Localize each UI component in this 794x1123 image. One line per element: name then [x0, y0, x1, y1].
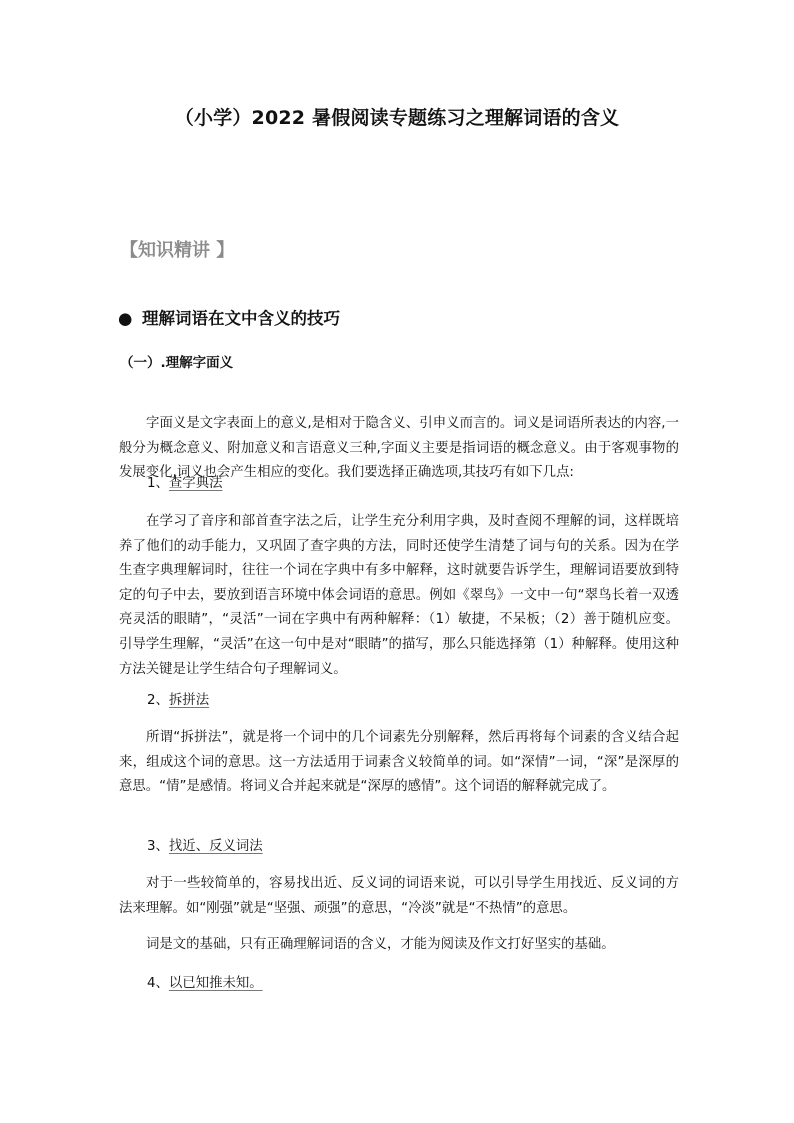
- item-label: 找近、反义词法: [168, 839, 263, 854]
- item-number: 4、: [147, 976, 169, 991]
- item-label: 查字典法: [168, 476, 223, 491]
- paragraph-intro: 字面义是文字表面上的意义,是相对于隐含义、引申义而言的。词义是词语所表达的内容,一般分为概念意义、附加意义和言语意义三种,字面义主要是指词语的概念意义。由于客观事物的发展变化,词义也会产生相应的变化。我们要选择正确选项,其技巧有如下几点:: [119, 416, 679, 481]
- bullet-icon: ●: [118, 309, 133, 328]
- section-heading: 【知识精讲 】: [120, 240, 235, 261]
- bullet-heading-row: [118, 305, 340, 329]
- item-label: 以已知推未知。: [168, 976, 263, 991]
- list-item-infer: [147, 972, 263, 991]
- item-label: 拆拼法: [168, 693, 210, 708]
- paragraph-synonym: 对于一些较简单的，容易找出近、反义词的词语来说，可以引导学生用找近、反义词的方法来理解。如“刚强”就是“坚强、顽强”的意思，“冷淡”就是“不热情”的意思。: [119, 876, 679, 916]
- list-item-dictionary: [147, 472, 222, 491]
- item-number: 1、: [147, 476, 169, 491]
- paragraph-split: 所谓“拆拼法”，就是将一个词中的几个词素先分别解释，然后再将每个词素的含义结合起来，组成这个词的意思。这一方法适用于词素含义较简单的词。如“深情”一词，“深”是深厚的意思。“情”是感情。将词义合并起来就是“深厚的感情”。这个词语的解释就完成了。: [119, 730, 679, 795]
- document-title: （小学）2022 暑假阅读专题练习之理解词语的含义: [174, 107, 620, 129]
- subheading: （一）.理解字面义: [120, 355, 234, 371]
- paragraph-dictionary: 在学习了音序和部首查字法之后，让学生充分利用字典，及时查阅不理解的词，这样既培养了他们的动手能力，又巩固了查字典的方法，同时还使学生清楚了词与句的关系。因为在学生查字典理解词时，往往一个词在字典中有多中解释，这时就要告诉学生，理解词语要放到特定的句子中去，要放到语言环境中体会词语的意思。例如《翠鸟》一文中一句“翠鸟长着一双透亮灵活的眼睛”，“灵活”一词在字典中有两种解释：（1）敏捷，不呆板；（2）善于随机应变。引导学生理解，“灵活”在这一句中是对“眼睛”的描写，那么只能选择第（1）种解释。使用这种方法关键是让学生结合句子理解词义。: [119, 514, 679, 677]
- list-item-split: [147, 689, 209, 708]
- paragraph-conclusion: 词是文的基础，只有正确理解词语的含义，才能为阅读及作文打好坚实的基础。: [146, 937, 615, 952]
- item-number: 3、: [147, 839, 169, 854]
- item-number: 2、: [147, 693, 169, 708]
- list-item-synonym: [147, 835, 263, 854]
- bullet-heading: 理解词语在文中含义的技巧: [142, 309, 340, 328]
